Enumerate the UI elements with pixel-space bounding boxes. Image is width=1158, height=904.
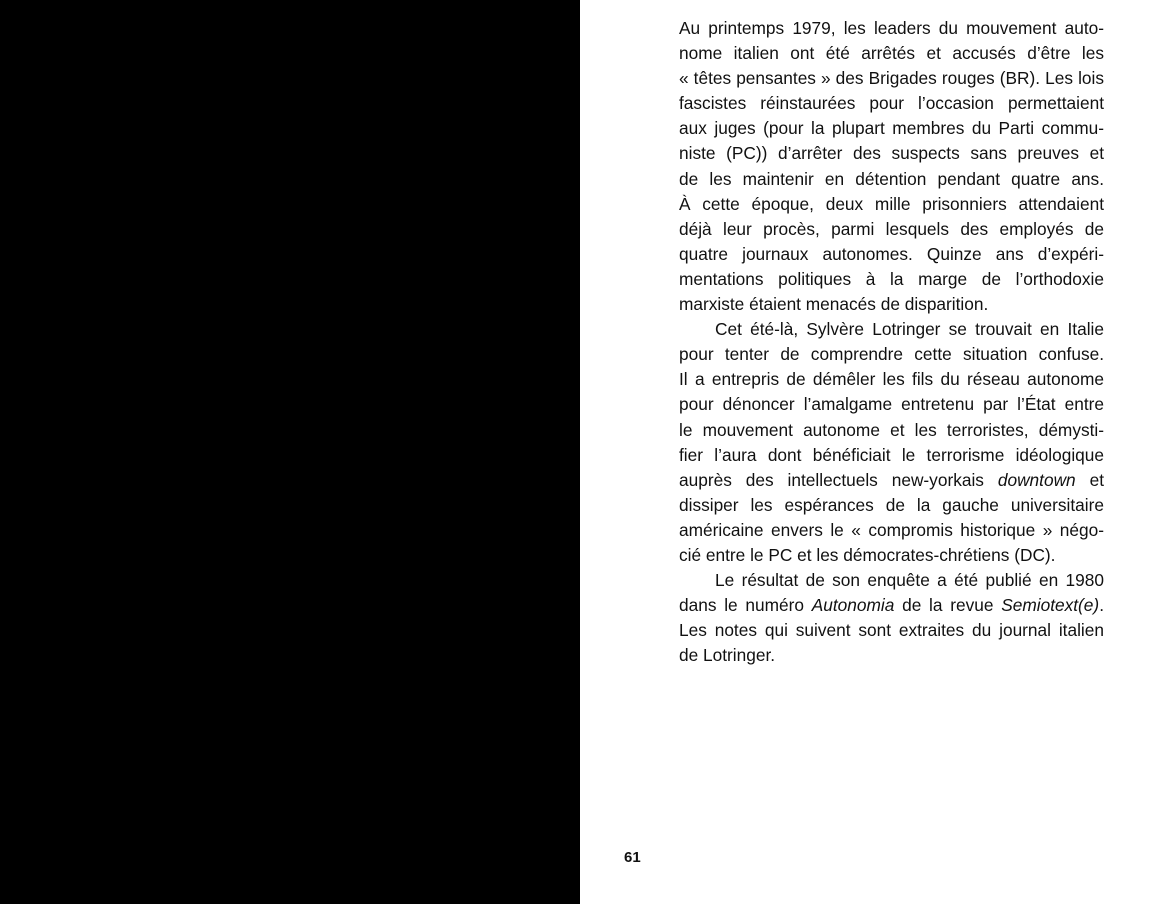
text-line <box>679 141 1104 166</box>
body-text <box>679 16 1104 668</box>
text-line <box>679 367 1104 392</box>
text-run: fier l’aura dont bénéficiait le terrorisme idéologique <box>679 444 1104 465</box>
text-line <box>679 267 1104 292</box>
page-number: 61 <box>624 849 641 866</box>
text-run: et <box>1075 469 1104 490</box>
text-run: américaine envers le « compromis historique » négo- <box>679 519 1104 540</box>
italic-title: Autonomia <box>811 595 895 616</box>
text-line <box>679 116 1104 141</box>
text-run: auprès des intellectuels new-yorkais <box>679 469 998 490</box>
text-run: . <box>1099 595 1104 616</box>
text-run: Les notes qui suivent sont extraites du journal italien <box>679 620 1104 641</box>
text-line <box>679 468 1104 493</box>
text-line <box>679 618 1104 643</box>
text-line <box>679 593 1104 618</box>
text-line <box>679 66 1104 91</box>
text-run: le mouvement autonome et les terroristes, démysti- <box>679 419 1104 440</box>
text-line <box>679 543 1104 568</box>
text-run: Le résultat de son enquête a été publié en 1980 <box>715 570 1104 591</box>
text-line <box>679 392 1104 417</box>
text-run: niste (PC)) d’arrêter des suspects sans preuves et <box>679 143 1104 164</box>
text-run: dans le numéro <box>679 595 812 616</box>
text-line <box>679 317 1104 342</box>
book-page <box>580 0 1158 904</box>
text-run: nome italien ont été arrêtés et accusés d’être les <box>679 43 1104 64</box>
text-line <box>679 518 1104 543</box>
text-line <box>679 643 1104 668</box>
text-run: aux juges (pour la plupart membres du Parti commu- <box>679 118 1104 139</box>
text-run: de la revue <box>894 595 1002 616</box>
paragraph <box>679 16 1104 317</box>
text-run: de les maintenir en détention pendant quatre ans. <box>679 168 1104 189</box>
text-run: pour dénoncer l’amalgame entretenu par l’État entre <box>679 394 1104 415</box>
text-line <box>679 568 1104 593</box>
text-run: « têtes pensantes » des Brigades rouges (BR). Les lois <box>679 68 1104 89</box>
text-run: Il a entrepris de démêler les fils du réseau autonome <box>679 369 1104 390</box>
text-line <box>679 192 1104 217</box>
text-line <box>679 41 1104 66</box>
text-run: déjà leur procès, parmi lesquels des employés de <box>679 218 1104 239</box>
text-line <box>679 16 1104 41</box>
text-run: dissiper les espérances de la gauche universitaire <box>679 494 1104 515</box>
text-run: fascistes réinstaurées pour l’occasion permettaient <box>679 93 1104 114</box>
text-run: pour tenter de comprendre cette situation confuse. <box>679 344 1104 365</box>
text-run: de Lotringer. <box>679 645 776 666</box>
text-run: Au printemps 1979, les leaders du mouvement auto- <box>679 18 1104 38</box>
paragraph <box>679 568 1104 668</box>
text-line <box>679 91 1104 116</box>
text-run: mentations politiques à la marge de l’orthodoxie <box>679 268 1104 289</box>
text-run: Cet été-là, Sylvère Lotringer se trouvait en Italie <box>715 319 1104 340</box>
text-line <box>679 418 1104 443</box>
text-run: cié entre le PC et les démocrates-chrétiens (DC). <box>679 544 1056 565</box>
text-line <box>679 242 1104 267</box>
italic-title: downtown <box>997 469 1076 490</box>
text-run: À cette époque, deux mille prisonniers attendaient <box>679 193 1104 214</box>
text-line <box>679 167 1104 192</box>
italic-title: Semiotext(e) <box>1001 595 1100 616</box>
text-run: marxiste étaient menacés de disparition. <box>679 294 989 315</box>
text-line <box>679 493 1104 518</box>
text-line <box>679 217 1104 242</box>
text-line <box>679 443 1104 468</box>
text-line <box>679 292 1104 317</box>
paragraph <box>679 317 1104 568</box>
text-run: quatre journaux autonomes. Quinze ans d’expéri- <box>679 243 1104 264</box>
text-line <box>679 342 1104 367</box>
